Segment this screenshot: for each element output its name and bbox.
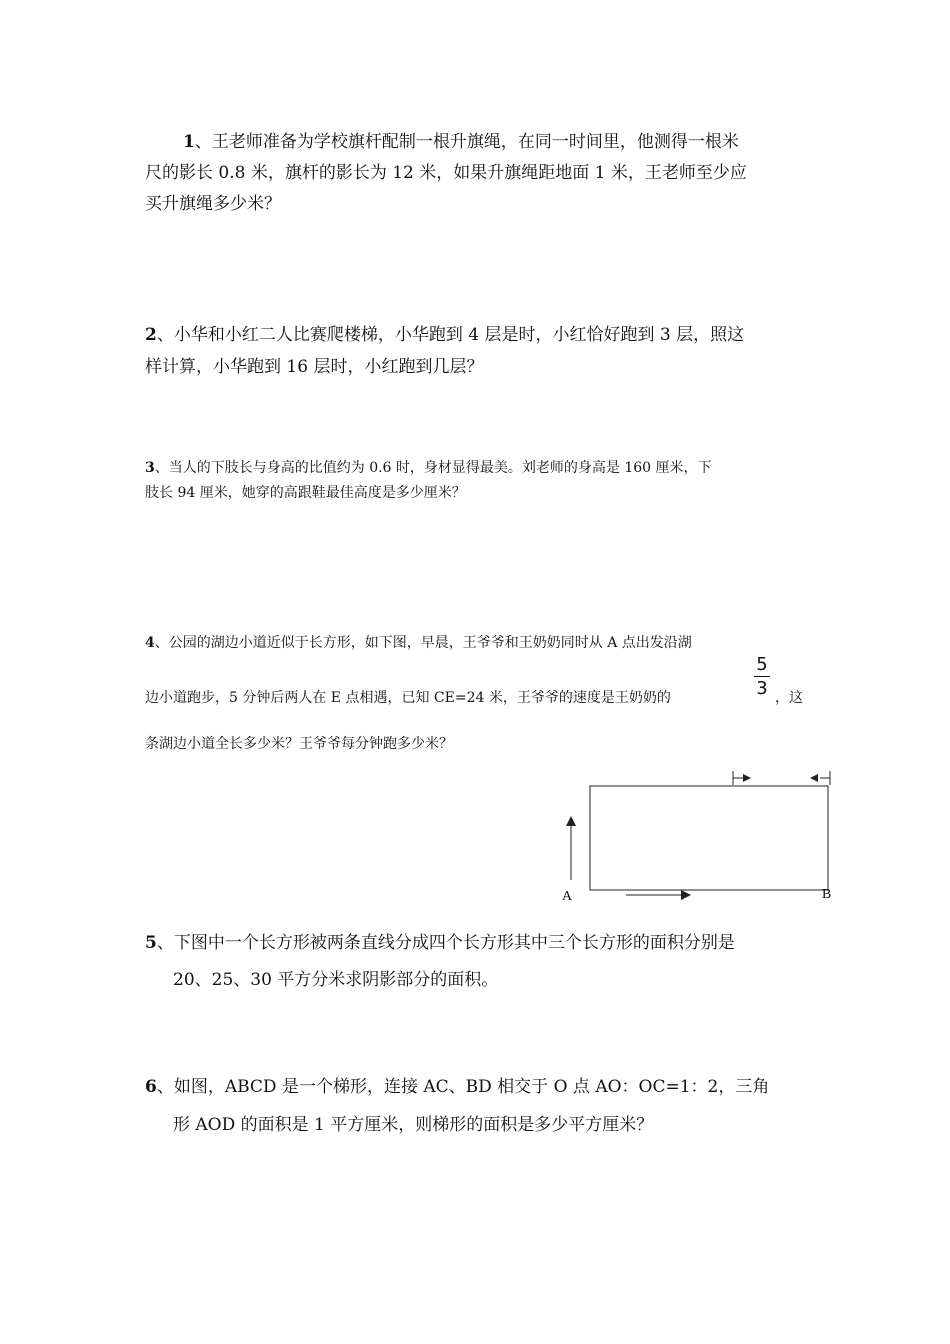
fraction-numerator: 5 [756,654,768,675]
question-5-line-2: 20、25、30 平方分米求阴影部分的面积。 [173,970,499,990]
question-number: 5 [145,933,157,953]
question-5-line-1: 5、下图中一个长方形被两条直线分成四个长方形其中三个长方形的面积分别是 [145,933,735,953]
question-4-line-2: 边小道跑步，5 分钟后两人在 E 点相遇，已知 CE=24 米，王爷爷的速度是王奶奶的 [145,690,671,706]
question-6-line-2: 形 AOD 的面积是 1 平方厘米，则梯形的面积是多少平方厘米？ [173,1115,654,1135]
question-4-line-3: 条湖边小道全长多少米？王爷爷每分钟跑多少米？ [145,736,453,752]
question-4-line-2-end: ，这 [775,690,803,706]
question-3-line-2: 肢长 94 厘米，她穿的高跟鞋最佳高度是多少厘米？ [145,485,466,501]
question-1-line-1: 1、王老师准备为学校旗杆配制一根升旗绳，在同一时间里，他测得一根米 [183,132,739,152]
question-number: 6 [145,1077,157,1097]
point-b-label: B [822,887,832,902]
point-a-label: A [562,889,573,904]
question-1-line-3: 买升旗绳多少米？ [145,194,281,214]
question-number: 1 [183,132,195,152]
question-number: 3 [145,460,155,476]
question-1-line-2: 尺的影长 0.8 米，旗杆的影长为 12 米，如果升旗绳距地面 1 米，王老师至少应 [145,163,747,183]
lake-rectangle [590,786,828,890]
fraction-denominator: 3 [756,678,768,699]
question-4-line-1: 4、公园的湖边小道近似于长方形，如下图，早晨，王爷爷和王奶奶同时从 A 点出发沿湖 [145,635,692,651]
question-2-line-1: 2、小华和小红二人比赛爬楼梯，小华跑到 4 层是时，小红恰好跑到 3 层，照这 [145,325,745,345]
arrow-up-head [566,816,576,826]
question-6-line-1: 6、如图，ABCD 是一个梯形，连接 AC、BD 相交于 O 点 AO：OC=1：2，三角 [145,1077,770,1097]
question-number: 2 [145,325,157,345]
question-3-line-1: 3、当人的下肢长与身高的比值约为 0.6 时，身材显得最美。刘老师的身高是 160 厘米，下 [145,460,712,476]
question-2-line-2: 样计算，小华跑到 16 层时，小红跑到几层？ [145,357,484,377]
arrow-right-top-head [743,774,751,782]
arrow-left-top-head [810,774,818,782]
question-number: 4 [145,635,155,651]
arrow-right-head [681,890,691,900]
